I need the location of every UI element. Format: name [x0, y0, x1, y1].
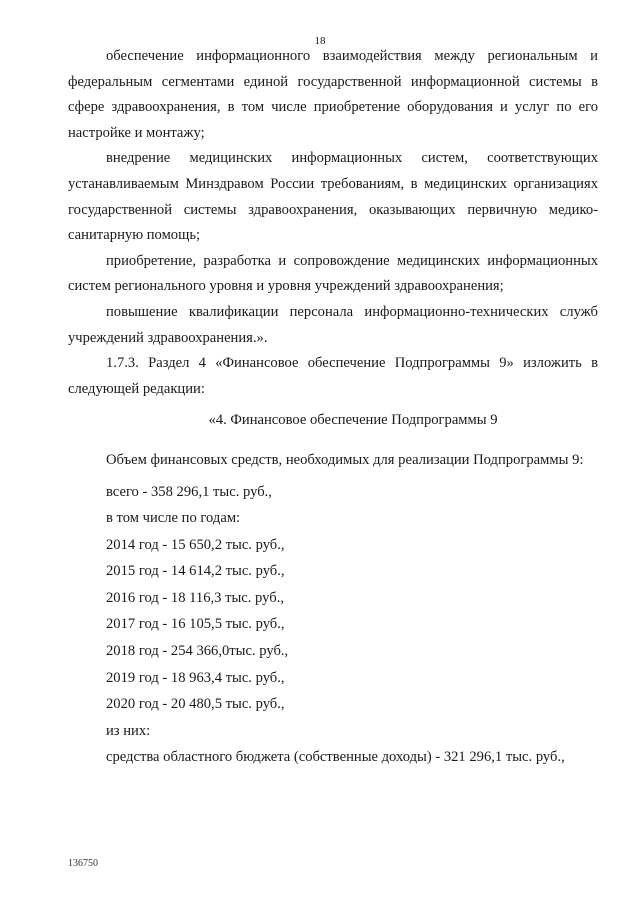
page-number: 18	[314, 35, 326, 47]
funding-of-which-label: из них:	[106, 722, 151, 739]
funding-regional-budget: средства областного бюджета (собственные доходы) - 321 296,1 тыс. руб.,	[106, 749, 565, 766]
funding-intro: Объем финансовых средств, необходимых для реализации Подпрограммы 9:	[106, 451, 584, 468]
paragraph-training: повышение квалификации персонала информационно-технических служб учреждений здравоохранения.».	[68, 303, 598, 346]
funding-year-2014: 2014 год - 15 650,2 тыс. руб.,	[106, 536, 285, 553]
funding-year-2015: 2015 год - 14 614,2 тыс. руб.,	[106, 563, 285, 580]
document-body	[68, 44, 598, 772]
funding-total: всего - 358 296,1 тыс. руб.,	[106, 483, 272, 500]
funding-year-2019: 2019 год - 18 963,4 тыс. руб.,	[106, 669, 285, 686]
paragraph-medical-systems: внедрение медицинских информационных систем, соответствующих устанавливаемым Минздравом России требованиям, в медицинских организациях государственной системы здравоохранения, оказывающих первичную медико-санитарную помощь;	[68, 150, 598, 244]
section-heading: «4. Финансовое обеспечение Подпрограммы 9	[208, 412, 498, 429]
funding-year-2020: 2020 год - 20 480,5 тыс. руб.,	[106, 696, 285, 713]
funding-year-2017: 2017 год - 16 105,5 тыс. руб.,	[106, 616, 285, 633]
funding-list	[68, 480, 598, 773]
paragraph-info-exchange: обеспечение информационного взаимодействия между региональным и федеральным сегментами единой государственной информационной системы в сфере здравоохранения, в том числе приобретение оборудования и услуг по его настройке и монтажу;	[68, 48, 598, 141]
funding-year-2018: 2018 год - 254 366,0тыс. руб.,	[106, 643, 289, 660]
paragraph-acquisition: приобретение, разработка и сопровождение медицинских информационных систем регионального уровня и уровня учреждений здравоохранения;	[68, 252, 598, 295]
document-code: 136750	[68, 858, 98, 869]
funding-year-2016: 2016 год - 18 116,3 тыс. руб.,	[106, 589, 284, 606]
funding-by-year-label: в том числе по годам:	[106, 510, 241, 527]
paragraph-section-amendment: 1.7.3. Раздел 4 «Финансовое обеспечение Подпрограммы 9» изложить в следующей редакции:	[68, 355, 598, 397]
